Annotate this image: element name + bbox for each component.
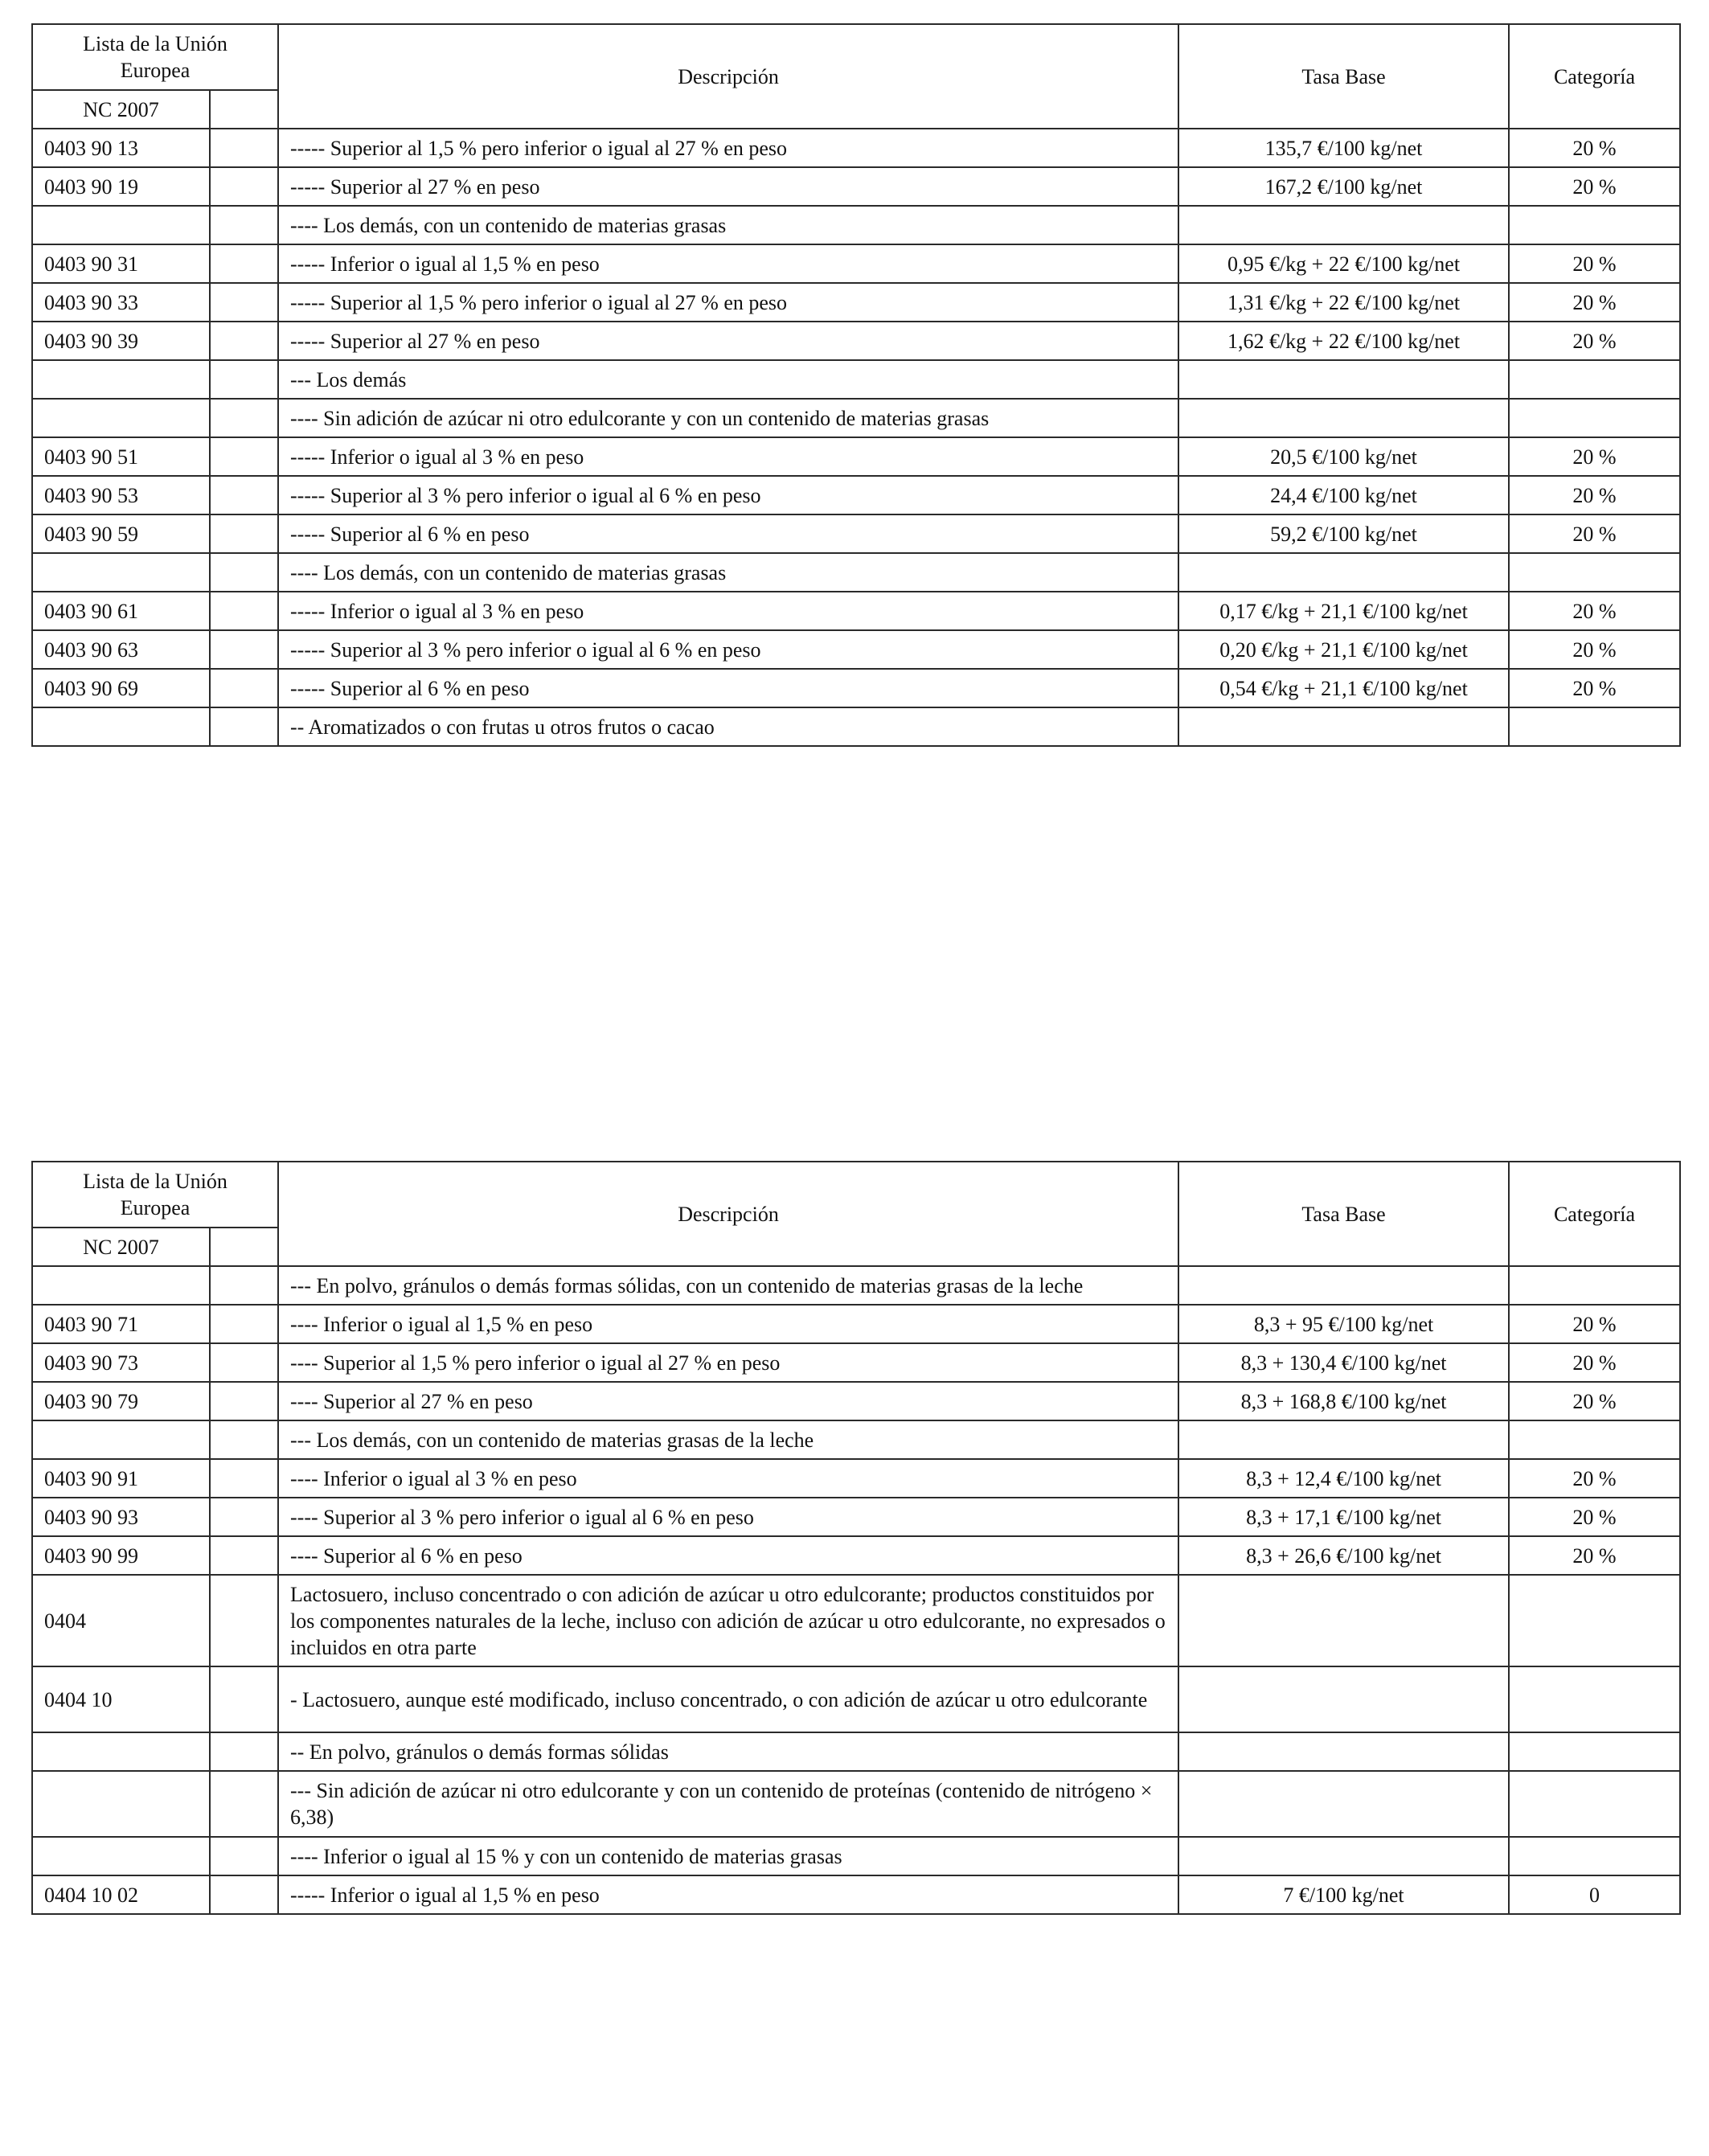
category-cell — [1509, 1732, 1680, 1771]
tariff-code-cell — [32, 707, 210, 746]
table-row — [32, 1575, 1680, 1666]
spacer-cell — [210, 167, 278, 206]
description-cell: ---- Superior al 1,5 % pero inferior o igual al 27 % en peso — [278, 1343, 1178, 1382]
tariff-table-1 — [31, 23, 1681, 747]
base-rate-cell — [1178, 553, 1509, 592]
table-row — [32, 206, 1680, 244]
category-cell: 20 % — [1509, 322, 1680, 360]
spacer-cell — [210, 707, 278, 746]
tariff-code-cell — [32, 1732, 210, 1771]
header-list-label: Lista de la Unión Europea — [32, 24, 278, 90]
spacer-cell — [210, 399, 278, 437]
tariff-code-cell — [32, 360, 210, 399]
base-rate-cell — [1178, 1666, 1509, 1732]
base-rate-cell: 167,2 €/100 kg/net — [1178, 167, 1509, 206]
table-row — [32, 476, 1680, 514]
spacer-cell — [210, 1305, 278, 1343]
spacer-cell — [210, 1459, 278, 1498]
header-row — [32, 24, 1680, 90]
header-row — [32, 1162, 1680, 1228]
category-cell: 20 % — [1509, 244, 1680, 283]
category-cell: 20 % — [1509, 1459, 1680, 1498]
description-cell: ---- Inferior o igual al 15 % y con un contenido de materias grasas — [278, 1837, 1178, 1875]
description-cell: ----- Superior al 27 % en peso — [278, 322, 1178, 360]
category-cell — [1509, 1420, 1680, 1459]
tariff-code-cell: 0403 90 93 — [32, 1498, 210, 1536]
spacer-cell — [210, 322, 278, 360]
category-cell: 20 % — [1509, 592, 1680, 630]
category-cell: 20 % — [1509, 1305, 1680, 1343]
description-cell: ----- Superior al 27 % en peso — [278, 167, 1178, 206]
category-cell: 20 % — [1509, 437, 1680, 476]
table-row — [32, 1875, 1680, 1914]
spacer-cell — [210, 206, 278, 244]
base-rate-cell — [1178, 707, 1509, 746]
tariff-code-cell — [32, 1771, 210, 1837]
base-rate-cell: 0,95 €/kg + 22 €/100 kg/net — [1178, 244, 1509, 283]
description-cell: ----- Inferior o igual al 3 % en peso — [278, 437, 1178, 476]
tariff-code-cell: 0403 90 99 — [32, 1536, 210, 1575]
description-cell: ----- Inferior o igual al 3 % en peso — [278, 592, 1178, 630]
spacer-cell — [210, 244, 278, 283]
spacer-cell — [210, 1666, 278, 1732]
table-row — [32, 1837, 1680, 1875]
category-cell — [1509, 707, 1680, 746]
spacer-cell — [210, 476, 278, 514]
category-cell — [1509, 1837, 1680, 1875]
tariff-code-cell: 0403 90 79 — [32, 1382, 210, 1420]
table-row — [32, 1459, 1680, 1498]
table-row — [32, 1498, 1680, 1536]
description-cell: ----- Superior al 3 % pero inferior o igual al 6 % en peso — [278, 630, 1178, 669]
spacer-cell — [210, 1420, 278, 1459]
table-row — [32, 669, 1680, 707]
description-cell: ---- Sin adición de azúcar ni otro edulcorante y con un contenido de materias grasas — [278, 399, 1178, 437]
table-2-body — [32, 1162, 1680, 1914]
category-cell: 20 % — [1509, 1498, 1680, 1536]
header-rate: Tasa Base — [1178, 24, 1509, 129]
tariff-code-cell — [32, 1837, 210, 1875]
table-row — [32, 283, 1680, 322]
description-cell: ----- Superior al 6 % en peso — [278, 514, 1178, 553]
table-row — [32, 1382, 1680, 1420]
category-cell: 0 — [1509, 1875, 1680, 1914]
tariff-code-cell — [32, 399, 210, 437]
category-cell: 20 % — [1509, 1536, 1680, 1575]
base-rate-cell: 20,5 €/100 kg/net — [1178, 437, 1509, 476]
tariff-code-cell — [32, 553, 210, 592]
tariff-code-cell — [32, 1266, 210, 1305]
category-cell — [1509, 1575, 1680, 1666]
table-row — [32, 399, 1680, 437]
header-blank-cell — [210, 90, 278, 129]
table-row — [32, 553, 1680, 592]
tariff-code-cell: 0404 — [32, 1575, 210, 1666]
base-rate-cell — [1178, 1837, 1509, 1875]
header-rate: Tasa Base — [1178, 1162, 1509, 1266]
header-description: Descripción — [278, 24, 1178, 129]
base-rate-cell: 0,54 €/kg + 21,1 €/100 kg/net — [1178, 669, 1509, 707]
table-1-body — [32, 24, 1680, 746]
tariff-code-cell: 0404 10 — [32, 1666, 210, 1732]
category-cell: 20 % — [1509, 1343, 1680, 1382]
description-cell: ---- Inferior o igual al 1,5 % en peso — [278, 1305, 1178, 1343]
spacer-cell — [210, 283, 278, 322]
spacer-cell — [210, 129, 278, 167]
spacer-cell — [210, 1771, 278, 1837]
header-blank-cell — [210, 1228, 278, 1266]
table-row — [32, 707, 1680, 746]
tariff-code-cell: 0403 90 51 — [32, 437, 210, 476]
tariff-code-cell: 0403 90 59 — [32, 514, 210, 553]
description-cell: ---- Superior al 27 % en peso — [278, 1382, 1178, 1420]
description-cell: --- Los demás, con un contenido de materias grasas de la leche — [278, 1420, 1178, 1459]
category-cell — [1509, 1666, 1680, 1732]
table-row — [32, 360, 1680, 399]
table-row — [32, 592, 1680, 630]
spacer-cell — [210, 360, 278, 399]
base-rate-cell: 1,62 €/kg + 22 €/100 kg/net — [1178, 322, 1509, 360]
base-rate-cell: 8,3 + 17,1 €/100 kg/net — [1178, 1498, 1509, 1536]
table-row — [32, 167, 1680, 206]
category-cell — [1509, 206, 1680, 244]
header-nc-label: NC 2007 — [32, 90, 210, 129]
description-cell: ----- Superior al 6 % en peso — [278, 669, 1178, 707]
description-cell: ----- Superior al 1,5 % pero inferior o igual al 27 % en peso — [278, 283, 1178, 322]
table-row — [32, 1771, 1680, 1837]
tariff-code-cell: 0403 90 69 — [32, 669, 210, 707]
spacer-cell — [210, 1343, 278, 1382]
tariff-code-cell: 0403 90 13 — [32, 129, 210, 167]
table-row — [32, 129, 1680, 167]
tariff-code-cell: 0403 90 61 — [32, 592, 210, 630]
category-cell — [1509, 399, 1680, 437]
table-row — [32, 630, 1680, 669]
table-row — [32, 1536, 1680, 1575]
category-cell — [1509, 553, 1680, 592]
category-cell: 20 % — [1509, 283, 1680, 322]
header-category: Categoría — [1509, 1162, 1680, 1266]
tariff-code-cell: 0403 90 19 — [32, 167, 210, 206]
tariff-code-cell: 0403 90 73 — [32, 1343, 210, 1382]
tariff-code-cell: 0403 90 71 — [32, 1305, 210, 1343]
base-rate-cell: 24,4 €/100 kg/net — [1178, 476, 1509, 514]
table-row — [32, 1343, 1680, 1382]
description-cell: ---- Inferior o igual al 3 % en peso — [278, 1459, 1178, 1498]
description-cell: --- Los demás — [278, 360, 1178, 399]
spacer-cell — [210, 1498, 278, 1536]
base-rate-cell: 59,2 €/100 kg/net — [1178, 514, 1509, 553]
category-cell — [1509, 1266, 1680, 1305]
tariff-table-2 — [31, 1161, 1681, 1915]
base-rate-cell: 8,3 + 95 €/100 kg/net — [1178, 1305, 1509, 1343]
description-cell: ----- Inferior o igual al 1,5 % en peso — [278, 1875, 1178, 1914]
base-rate-cell: 0,17 €/kg + 21,1 €/100 kg/net — [1178, 592, 1509, 630]
table-row — [32, 514, 1680, 553]
description-cell: ---- Los demás, con un contenido de materias grasas — [278, 553, 1178, 592]
description-cell: --- Sin adición de azúcar ni otro edulcorante y con un contenido de proteínas (contenido de nitrógeno × 6,38) — [278, 1771, 1178, 1837]
table-row — [32, 1666, 1680, 1732]
tariff-code-cell: 0403 90 39 — [32, 322, 210, 360]
table-row — [32, 244, 1680, 283]
base-rate-cell: 8,3 + 168,8 €/100 kg/net — [1178, 1382, 1509, 1420]
tariff-code-cell: 0403 90 91 — [32, 1459, 210, 1498]
category-cell: 20 % — [1509, 167, 1680, 206]
spacer-cell — [210, 1266, 278, 1305]
category-cell: 20 % — [1509, 630, 1680, 669]
table-row — [32, 1420, 1680, 1459]
spacer-cell — [210, 592, 278, 630]
category-cell — [1509, 1771, 1680, 1837]
spacer-cell — [210, 553, 278, 592]
tariff-code-cell: 0404 10 02 — [32, 1875, 210, 1914]
spacer-cell — [210, 1837, 278, 1875]
table-row — [32, 1266, 1680, 1305]
spacer-cell — [210, 1382, 278, 1420]
base-rate-cell: 7 €/100 kg/net — [1178, 1875, 1509, 1914]
base-rate-cell — [1178, 1266, 1509, 1305]
tariff-code-cell: 0403 90 53 — [32, 476, 210, 514]
category-cell: 20 % — [1509, 669, 1680, 707]
description-cell: -- Aromatizados o con frutas u otros frutos o cacao — [278, 707, 1178, 746]
description-cell: --- En polvo, gránulos o demás formas sólidas, con un contenido de materias grasas de la leche — [278, 1266, 1178, 1305]
base-rate-cell: 0,20 €/kg + 21,1 €/100 kg/net — [1178, 630, 1509, 669]
spacer-cell — [210, 630, 278, 669]
base-rate-cell — [1178, 1575, 1509, 1666]
description-cell: ----- Superior al 3 % pero inferior o igual al 6 % en peso — [278, 476, 1178, 514]
spacer-cell — [210, 669, 278, 707]
header-description: Descripción — [278, 1162, 1178, 1266]
spacer-cell — [210, 514, 278, 553]
header-category: Categoría — [1509, 24, 1680, 129]
base-rate-cell: 135,7 €/100 kg/net — [1178, 129, 1509, 167]
spacer-cell — [210, 1875, 278, 1914]
category-cell: 20 % — [1509, 476, 1680, 514]
description-cell: ----- Superior al 1,5 % pero inferior o igual al 27 % en peso — [278, 129, 1178, 167]
base-rate-cell — [1178, 360, 1509, 399]
tariff-code-cell — [32, 1420, 210, 1459]
base-rate-cell: 8,3 + 26,6 €/100 kg/net — [1178, 1536, 1509, 1575]
spacer-cell — [210, 1536, 278, 1575]
table-row — [32, 1732, 1680, 1771]
tariff-code-cell: 0403 90 33 — [32, 283, 210, 322]
table-row — [32, 322, 1680, 360]
description-cell: Lactosuero, incluso concentrado o con adición de azúcar u otro edulcorante; productos constituidos por los componentes naturales de la leche, incluso con adición de azúcar u otro edulcorante, no expresados o incluidos en otra parte — [278, 1575, 1178, 1666]
tariff-code-cell — [32, 206, 210, 244]
base-rate-cell — [1178, 206, 1509, 244]
spacer-cell — [210, 1575, 278, 1666]
base-rate-cell: 8,3 + 12,4 €/100 kg/net — [1178, 1459, 1509, 1498]
category-cell: 20 % — [1509, 514, 1680, 553]
base-rate-cell — [1178, 1732, 1509, 1771]
description-cell: ---- Superior al 3 % pero inferior o igual al 6 % en peso — [278, 1498, 1178, 1536]
header-list-label: Lista de la Unión Europea — [32, 1162, 278, 1228]
base-rate-cell — [1178, 1420, 1509, 1459]
category-cell: 20 % — [1509, 1382, 1680, 1420]
description-cell: - Lactosuero, aunque esté modificado, incluso concentrado, o con adición de azúcar u otro edulcorante — [278, 1666, 1178, 1732]
base-rate-cell: 8,3 + 130,4 €/100 kg/net — [1178, 1343, 1509, 1382]
description-cell: ---- Superior al 6 % en peso — [278, 1536, 1178, 1575]
tariff-code-cell: 0403 90 63 — [32, 630, 210, 669]
tariff-code-cell: 0403 90 31 — [32, 244, 210, 283]
base-rate-cell: 1,31 €/kg + 22 €/100 kg/net — [1178, 283, 1509, 322]
table-row — [32, 1305, 1680, 1343]
description-cell: -- En polvo, gránulos o demás formas sólidas — [278, 1732, 1178, 1771]
spacer-cell — [210, 437, 278, 476]
header-nc-label: NC 2007 — [32, 1228, 210, 1266]
category-cell — [1509, 360, 1680, 399]
description-cell: ---- Los demás, con un contenido de materias grasas — [278, 206, 1178, 244]
category-cell: 20 % — [1509, 129, 1680, 167]
base-rate-cell — [1178, 399, 1509, 437]
base-rate-cell — [1178, 1771, 1509, 1837]
spacer-cell — [210, 1732, 278, 1771]
description-cell: ----- Inferior o igual al 1,5 % en peso — [278, 244, 1178, 283]
table-row — [32, 437, 1680, 476]
